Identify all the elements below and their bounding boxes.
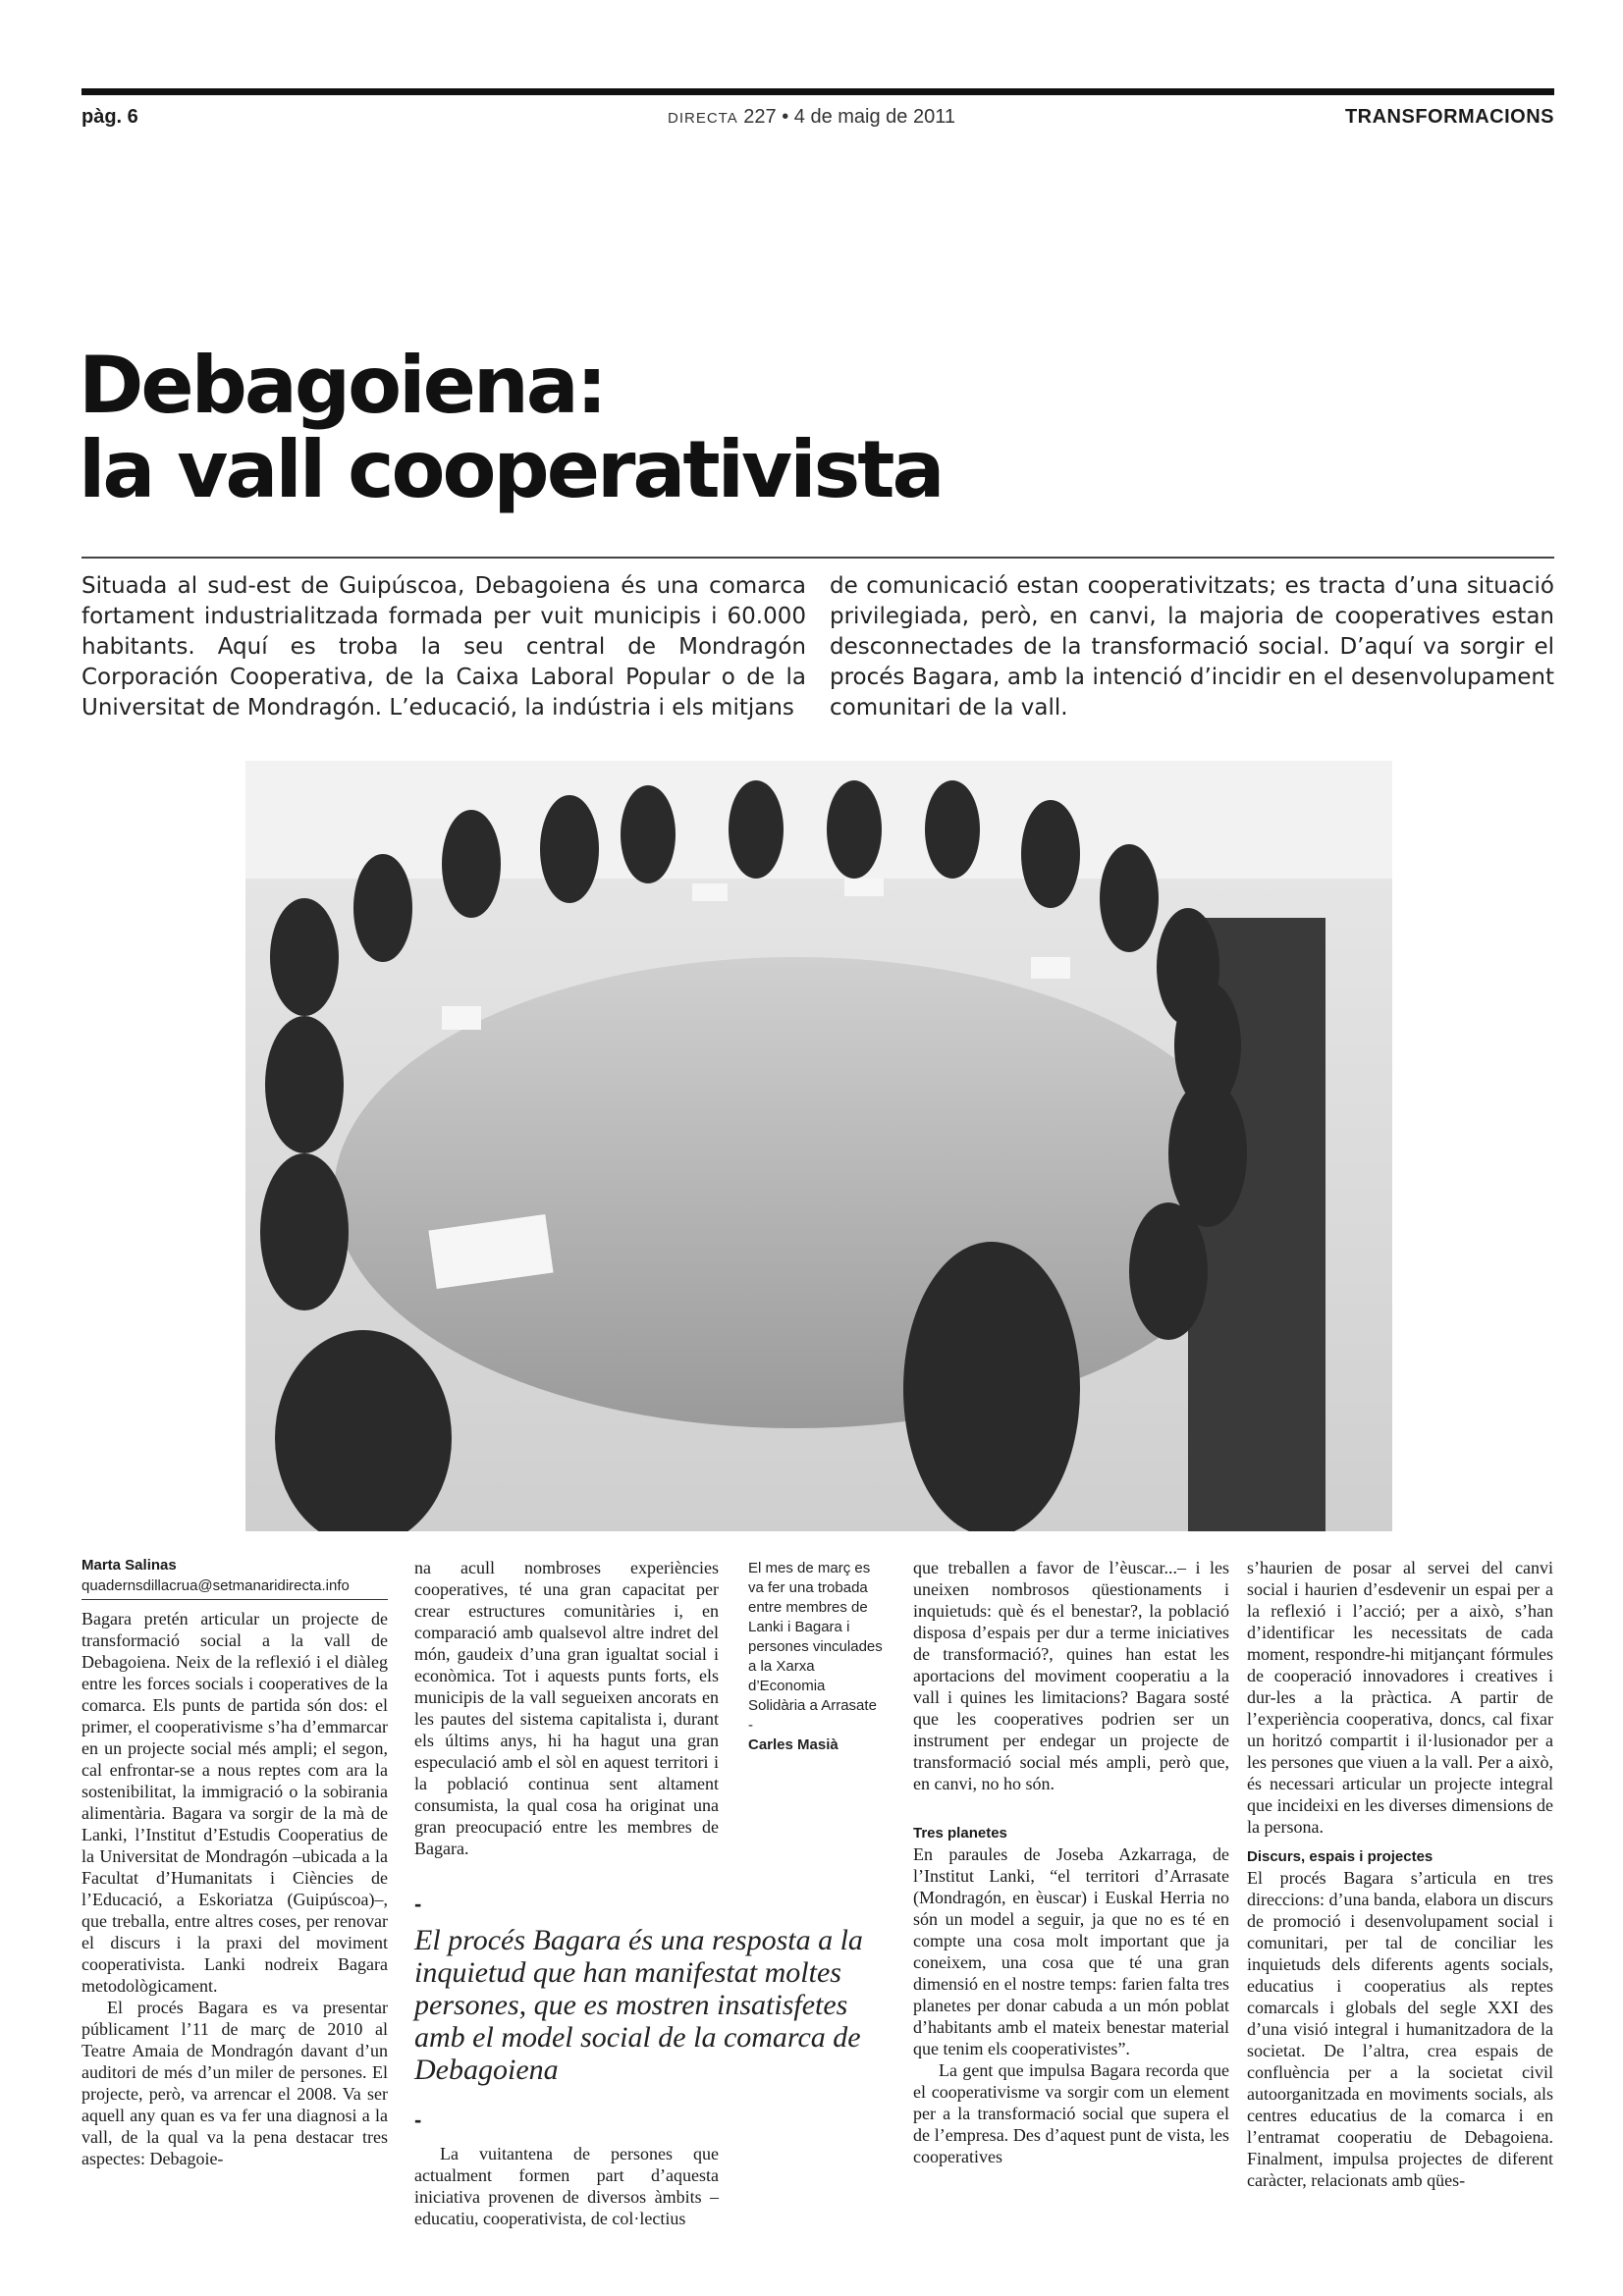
meeting-photo [245,761,1392,1531]
body-paragraph: En paraules de Joseba Azkarraga, de l’Institut Lanki, “el territori d’Arrasate (Mondragón, en èuscar) i Euskal Herria no són un model a seguir, ja que no es té en compte una cosa molt important que ja coneixem, una cosa que té una gran dimensió en el nostre temps: farien falta tres planetes per donar cabuda a un món poblat d’habitants amb el mateix benestar material que tenim els cooperativistes”. [913,1844,1229,2058]
author-name: Marta Salinas [81,1557,177,1574]
headline-line-1: Debagoiena: [79,340,605,431]
pull-quote: El procés Bagara és una resposta a la inquietud que han manifestat moltes persones, que es mostren insatisfetes amb el model social de la comarca de Debagoiena [414,1924,863,2086]
body-column-1 [81,1608,388,2169]
subhead-discurs: Discurs, espais i projectes [1247,1848,1434,1865]
photo-credit: Carles Masià [748,1736,839,1753]
body-paragraph: La vuitantena de persones que actualment formen part d’aquesta iniciativa provenen de diversos àmbits –educatiu, cooperativista, de col·lectius [414,2144,719,2228]
quote-close-mark: - [414,2108,422,2132]
body-column-2-top [414,1557,719,1859]
body-paragraph: na acull nombroses experiències cooperatives, té una gran capacitat per crear estructures comunitàries i, en comparació amb qualsevol altre indret del món, gaudeix d’una gran igualtat social i econòmica. Tot i aquests punts forts, els municipis de la vall segueixen ancorats en les pautes del sistema capitalista i, durant els últims anys, hi ha hagut una gran especulació amb el sòl en aquest territori i la població continua sent altament consumista, la qual cosa ha originat una gran preocupació entre les membres de Bagara. [414,1558,719,1858]
page-number: pàg. 6 [81,106,138,128]
headline-line-2: la vall cooperativista [79,424,943,515]
issue-date: 227 • 4 de maig de 2011 [743,106,955,128]
body-paragraph: que treballen a favor de l’èuscar...– i les uneixen nombrosos qüestionaments i inquietuds: què és el benestar?, la població disposa d’espais per dur a terme iniciatives de transformació?, quines han estat les aportacions del moviment cooperatiu a la vall i quines les limitacions? Bagara sosté que les cooperatives podrien ser un instrument per endegar un projecte de transformació social més ampli, però que, en canvi, no ho són. [913,1558,1229,1793]
meeting-photo-graphic [245,761,1392,1531]
body-column-4 [1247,1557,1553,2191]
lead-column-1: Situada al sud-est de Guipúscoa, Debagoiena és una comarca fortament industrialitzada formada per vuit municipis i 60.000 habitants. Aquí es troba la seu central de Mondragón Corporación Cooperativa, de la Caixa Laboral Popular o de la Universitat de Mondragón. L’educació, la indústria i els mitjans [81,573,806,721]
author-email[interactable]: quadernsdillacrua@setmanaridirecta.info [81,1577,350,1594]
quote-open-mark: - [414,1892,422,1916]
headline [79,340,1551,515]
body-paragraph: La gent que impulsa Bagara recorda que el cooperativisme va sorgir com un element per a la transformació social que supera el de l’empresa. Des d’aquest punt de vista, les cooperatives [913,2060,1229,2166]
subhead-tres-planetes: Tres planetes [913,1825,1007,1842]
body-paragraph: s’haurien de posar al servei del canvi social i haurien d’esdevenir un espai per a la reflexió i l’acció; per a això, s’han d’identificar les necessitats de cada moment, respondre-hi mitjançant fórmules de cooperació innovadores i creatives i dur-les a la pràctica. A partir de l’experiència cooperativa, doncs, cal fixar un horitzó compartit i il·lusionador per a les persones que viuen a la vall. Per a això, és necessari articular un projecte integral que incideixi en les diverses dimensions de la persona. [1247,1558,1553,1837]
photo-caption [748,1559,886,1755]
body-paragraph: El procés Bagara s’articula en tres direccions: d’una banda, elabora un discurs de promoció i desenvolupament social i comunitari, per tal de conciliar les inquietuds dels diferents agents socials, educatius i cooperatius als reptes comarcals i globals del segle XXI des d’una visió integral i humanitzadora de la societat. De l’altra, crea espais de confluència per a la societat civil autoorganitzada en moviments socials, als centres educatius de la comarca i en l’entramat cooperatiu de Debagoiena. Finalment, impulsa projectes de diferent caràcter, relacionats amb qües- [1247,1868,1553,2190]
publication-name: DIRECTA [668,110,738,127]
caption-dash: - [748,1717,753,1734]
body-column-3 [913,1557,1229,2167]
headline-rule [81,557,1554,559]
lead-column-2: de comunicació estan cooperativitzats; es tracta d’una situació privilegiada, però, en canvi, la majoria de cooperatives estan desconnectades de la transformació social. D’aquí va sorgir el procés Bagara, amb la intenció d’incidir en el desenvolupament comunitari de la vall. [830,573,1554,721]
top-rule [81,88,1554,95]
byline-rule [81,1599,388,1600]
body-column-2-bottom [414,2143,719,2229]
body-paragraph: Bagara pretén articular un projecte de transformació social a la vall de Debagoiena. Neix de la reflexió i el diàleg entre les forces socials i cooperatives de la comarca. Els punts de partida són dos: el primer, el cooperativisme s’ha d’emmarcar en un projecte social més ampli; el segon, cal enfrontar-se a nous reptes com ara la sostenibilitat, la immigració o la sobirania alimentària. Bagara va sorgir de la mà de Lanki, l’Institut d’Estudis Cooperatius de la Universitat de Mondragón –ubicada a la Facultat d’Humanitats i Ciències de l’Educació, a Eskoriatza (Guipúscoa)–, que treballa, entre altres coses, per renovar el discurs i la praxi del moviment cooperativista. Lanki nodreix Bagara metodològicament. [81,1609,388,1996]
body-paragraph: El procés Bagara es va presentar públicament l’11 de març de 2010 al Teatre Amaia de Mondragón davant d’un auditori de més d’un miler de persones. El projecte, però, va arrencar el 2008. Va ser aquell any quan es va fer una diagnosi a la vall, de la qual va la pena destacar tres aspectes: Debagoie- [81,1998,388,2168]
section-name: TRANSFORMACIONS [1344,106,1554,128]
caption-text: El mes de març es va fer una trobada entre membres de Lanki i Bagara i persones vinculades a la Xarxa d’Economia Solidària a Arrasate [748,1560,883,1714]
